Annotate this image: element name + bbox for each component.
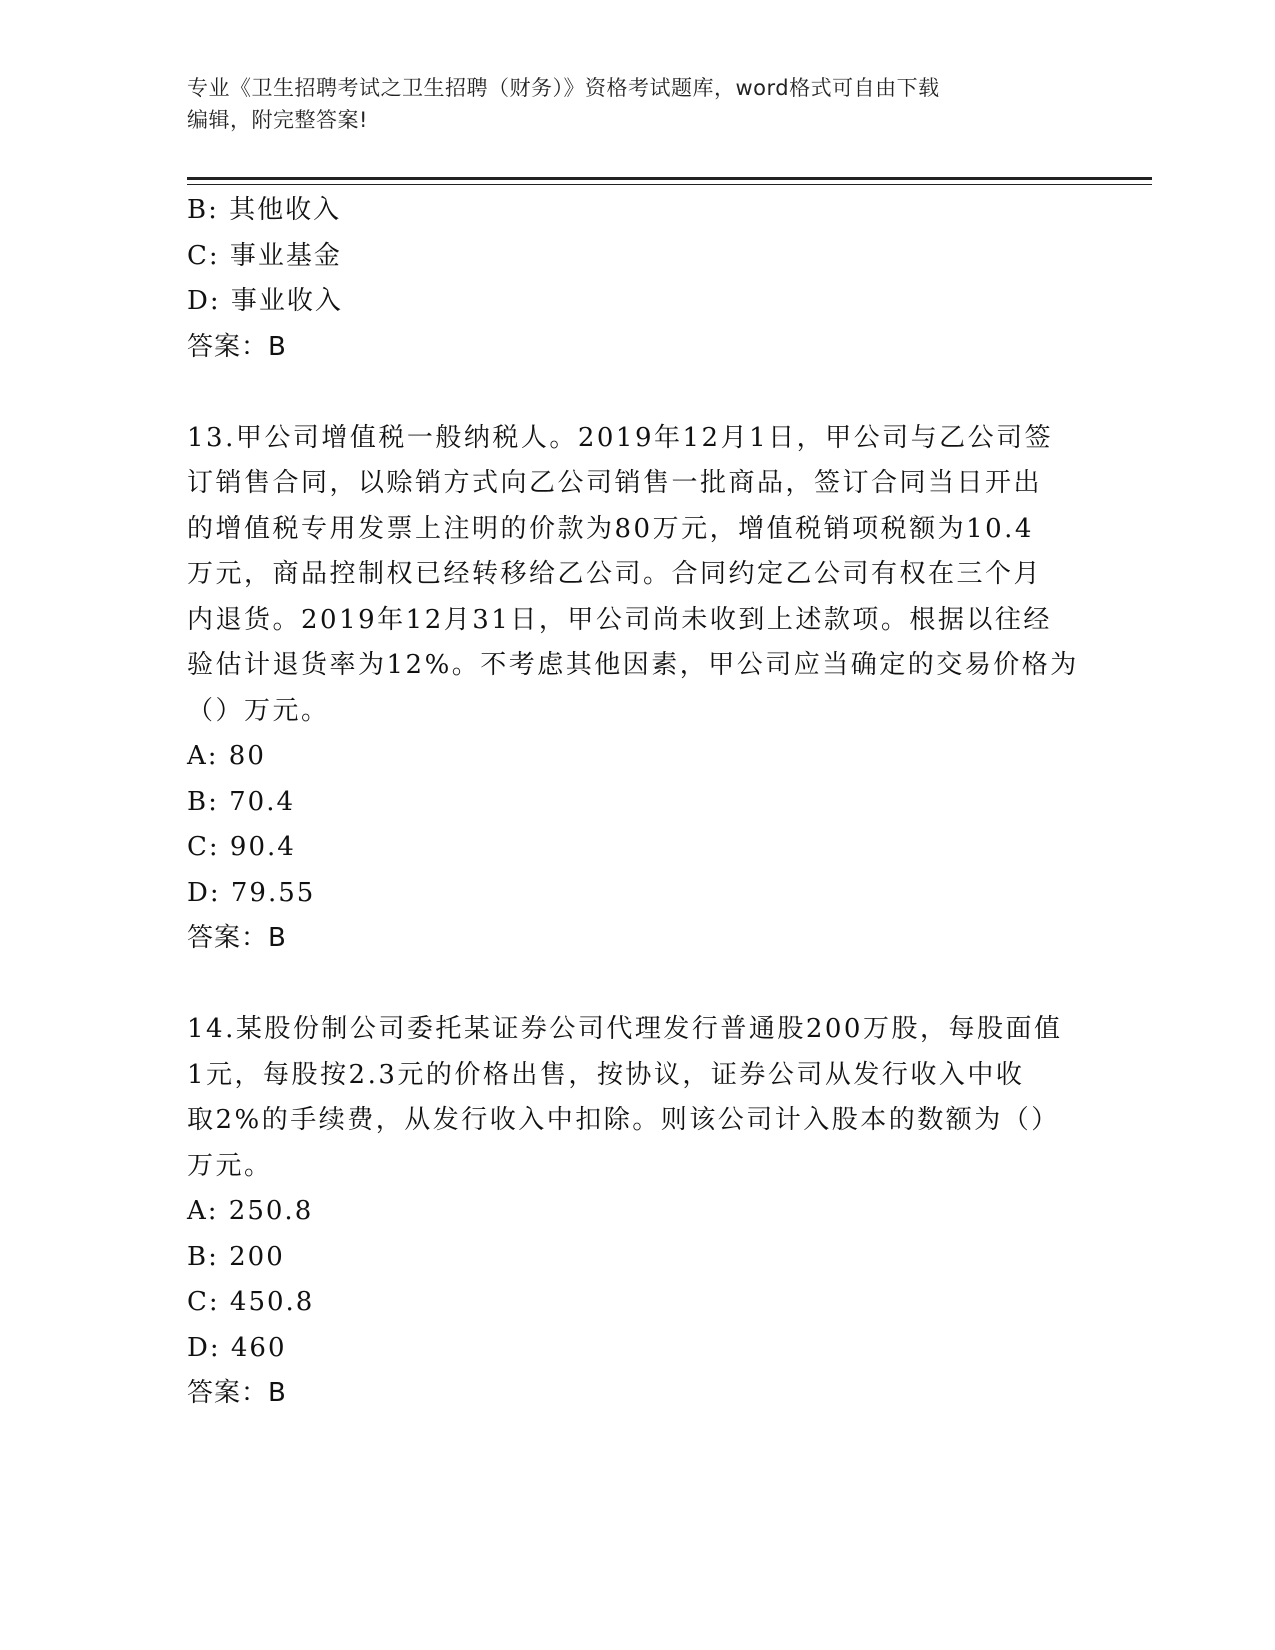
- option-c: C: 90.4: [187, 832, 296, 862]
- question-text-line: 13.甲公司增值税一般纳税人。2019年12月1日，甲公司与乙公司签: [187, 422, 1054, 453]
- question-14: [187, 1007, 1087, 1189]
- header-line-2: 编辑，附完整答案!: [187, 108, 368, 132]
- question-13: [187, 416, 1087, 735]
- option-b: B: 70.4: [187, 786, 296, 817]
- question-text-line: 订销售合同，以赊销方式向乙公司销售一批商品，签订合同当日开出: [187, 468, 1043, 498]
- question-text-line: 的增值税专用发票上注明的价款为80万元，增值税销项税额为10.4: [187, 513, 1034, 544]
- option-d: D: 事业收入: [187, 286, 343, 316]
- option-c: C: 450.8: [187, 1287, 315, 1317]
- answer-line: 答案：B: [187, 923, 287, 953]
- question-text-line: 万元。: [187, 1150, 273, 1181]
- header-line-1: 专业《卫生招聘考试之卫生招聘（财务）》资格考试题库，word格式可自由下载: [187, 76, 940, 100]
- option-a: A: 80: [187, 741, 266, 771]
- question-14-options: [187, 1189, 1087, 1417]
- spacer: [187, 370, 1087, 416]
- question-text-line: 1元，每股按2.3元的价格出售，按协议，证券公司从发行收入中收: [187, 1059, 1025, 1090]
- option-a: A: 250.8: [187, 1196, 314, 1226]
- answer-line: 答案：B: [187, 331, 287, 362]
- header-divider-thick: [187, 177, 1152, 180]
- option-c: C: 事业基金: [187, 240, 342, 271]
- question-12-continued: [187, 188, 1087, 370]
- option-b: B: 200: [187, 1241, 285, 1272]
- spacer: [187, 962, 1087, 1008]
- document-header: [187, 72, 1067, 136]
- question-text-line: 验估计退货率为12%。不考虑其他因素，甲公司应当确定的交易价格为: [187, 650, 1079, 680]
- document-body: [187, 188, 1087, 1417]
- option-d: D: 79.55: [187, 877, 316, 908]
- option-d: D: 460: [187, 1332, 287, 1363]
- question-text-line: 内退货。2019年12月31日，甲公司尚未收到上述款项。根据以往经: [187, 604, 1052, 635]
- question-text-line: （）万元。: [187, 695, 330, 726]
- question-text-line: 14.某股份制公司委托某证券公司代理发行普通股200万股，每股面值: [187, 1014, 1063, 1044]
- header-divider-thin: [187, 184, 1152, 185]
- answer-line: 答案：B: [187, 1378, 287, 1408]
- option-b: B: 其他收入: [187, 195, 342, 225]
- question-text-line: 万元，商品控制权已经转移给乙公司。合同约定乙公司有权在三个月: [187, 559, 1043, 589]
- question-13-options: [187, 734, 1087, 962]
- question-text-line: 取2%的手续费，从发行收入中扣除。则该公司计入股本的数额为（）: [187, 1105, 1060, 1135]
